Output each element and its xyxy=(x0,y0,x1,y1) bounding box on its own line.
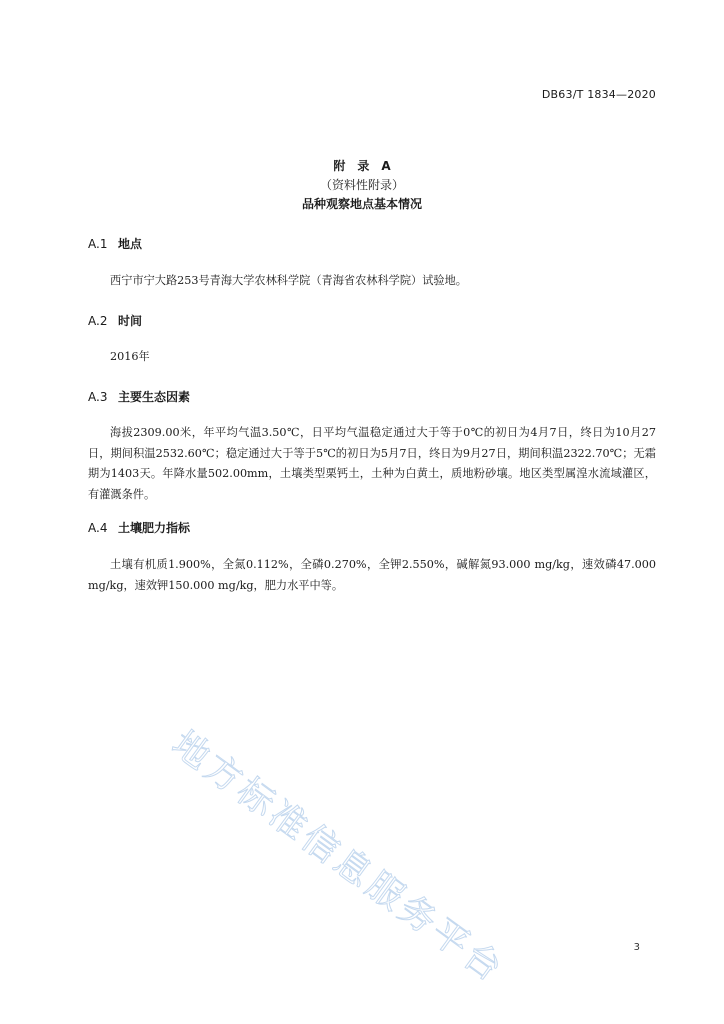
section-a3-heading xyxy=(88,388,190,405)
section-number: A.2 xyxy=(88,314,108,328)
appendix-annotation: （资料性附录） xyxy=(319,178,404,192)
appendix-heading xyxy=(0,157,724,214)
section-a4-heading xyxy=(88,519,190,536)
section-a3-text: 海拔2309.00米，年平均气温3.50℃，日平均气温稳定通过大于等于0℃的初日为4月7日，终日为10月27日，期间积温2532.60℃；稳定通过大于等于5℃的初日为5月7日，终日为9月27日，期间积温2322.70℃；无霜期为1403天。年降水量502.00mm，土壤类型栗钙土，土种为白黄土，质地粉砂壤。地区类型属湟水流域灌区，有灌溉条件。 xyxy=(88,426,656,501)
page-number: 3 xyxy=(633,942,640,953)
section-number: A.1 xyxy=(88,237,108,251)
section-title: 土壤肥力指标 xyxy=(118,521,191,535)
section-a1-text: 西宁市宁大路253号青海大学农林科学院（青海省农林科学院）试验地。 xyxy=(110,274,467,287)
section-title: 时间 xyxy=(118,314,143,328)
section-number: A.3 xyxy=(88,390,108,404)
section-title: 地点 xyxy=(118,237,143,251)
section-title: 主要生态因素 xyxy=(118,390,191,404)
section-a4-text: 土壤有机质1.900%，全氮0.112%，全磷0.270%，全钾2.550%，碱解氮93.000 mg/kg，速效磷47.000 mg/kg，速效钾150.000 mg/kg，肥力水平中等。 xyxy=(88,558,656,592)
section-a2-heading xyxy=(88,312,142,329)
section-number: A.4 xyxy=(88,521,108,535)
appendix-title: 品种观察地点基本情况 xyxy=(301,197,422,211)
section-a1-heading xyxy=(88,235,142,252)
section-a2-text: 2016年 xyxy=(110,350,150,363)
appendix-label: 附 录 A xyxy=(333,159,391,173)
watermark-text: 地方标准信息服务平台 xyxy=(164,723,512,992)
standard-code: DB63/T 1834—2020 xyxy=(541,88,656,101)
